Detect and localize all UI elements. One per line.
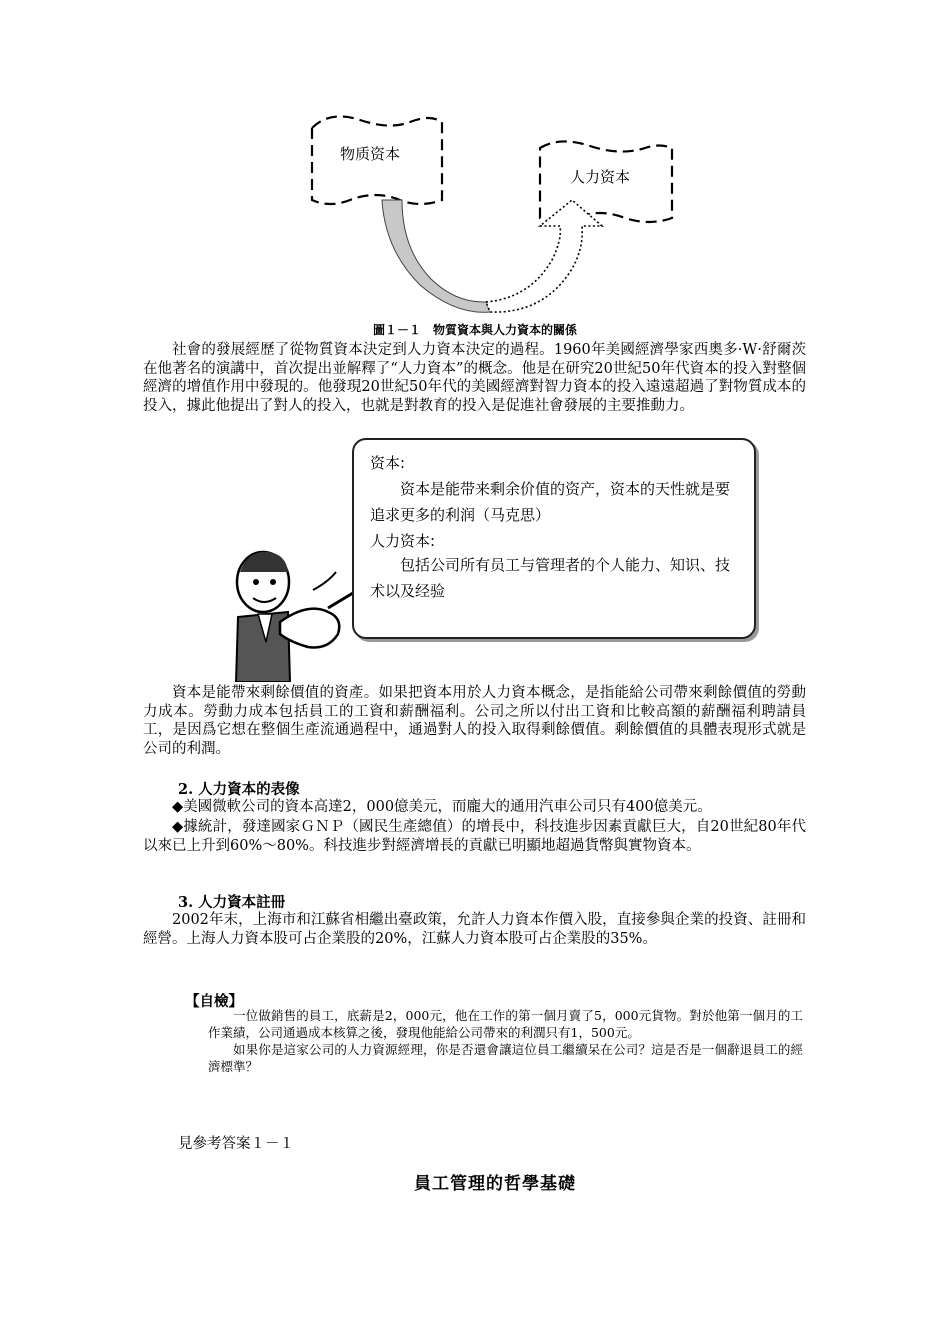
bullet-gnp: ◆據統計，發達國家ＧＮＰ（國民生產總值）的增長中，科技進步因素貢獻巨大，自20世紀80年代以來已上升到60%～80%。科技進步對經濟增長的貢獻已明顯地超過貨幣與實物資本。 — [143, 819, 806, 854]
businessman-cartoon — [218, 542, 368, 682]
flag-label-human: 人力资本 — [570, 168, 631, 186]
definition-callout — [352, 438, 756, 639]
section-2-heading: 2. 人力資本的表像 — [178, 781, 300, 798]
callout-title-capital: 资本: — [370, 454, 406, 472]
paragraph-history: 社會的發展經歷了從物質資本決定到人力資本決定的過程。1960年美國經濟學家西奧多·W·舒爾茨在他著名的演講中，首次提出並解釋了“人力資本”的概念。他是在研究20世紀50年代資本的投入對整個經濟的增值作用中發現的。他發現20世紀50年代的美國經濟對智力資本的投入遠遠超過了對物質成本的投入，據此他提出了對人的投入，也就是對教育的投入是促進社會發展的主要推動力。 — [143, 342, 806, 414]
capital-diagram — [290, 100, 690, 322]
flag-label-physical: 物质资本 — [340, 145, 401, 163]
diagram-graphic — [290, 100, 690, 322]
paragraph-registration: 2002年末，上海市和江蘇省相繼出臺政策，允許人力資本作價入股，直接參與企業的投資、註冊和經營。上海人力資本股可占企業股的20%，江蘇人力資本股可占企業股的35%。 — [143, 912, 806, 947]
figure-caption: 圖１－１ 物質資本與人力資本的關係 — [372, 323, 577, 337]
self-check-question-2: 如果你是這家公司的人力資源經理，你是否還會讓這位員工繼續呆在公司？這是否是一個辭退員工的經濟標準？ — [208, 1042, 803, 1074]
self-check-question-1: 一位做銷售的員工，底薪是2，000元，他在工作的第一個月賣了5，000元貨物。對於他第一個月的工作業績，公司通過成本核算之後，發現他能給公司帶來的利潤只有1，500元。 — [208, 1008, 803, 1040]
callout-body-human: 包括公司所有员工与管理者的个人能力、知识、技术以及经验 — [370, 556, 731, 600]
bullet-microsoft: ◆美國微軟公司的資本高達2，000億美元，而龐大的通用汽車公司只有400億美元。 — [172, 799, 712, 815]
page-footer-title: 員工管理的哲學基礎 — [414, 1174, 576, 1194]
transition-arrow-head — [486, 200, 602, 312]
transition-arrow-body — [382, 200, 490, 312]
callout-title-human: 人力资本: — [370, 532, 436, 550]
callout-body-capital: 资本是能带来剩余价值的资产，资本的天性就是要追求更多的利润（马克思） — [370, 480, 731, 524]
paragraph-capital-definition: 資本是能帶來剩餘價值的資產。如果把資本用於人力資本概念，是指能給公司帶來剩餘價值的勞動力成本。勞動力成本包括員工的工資和薪酬福利。公司之所以付出工資和比較高額的薪酬福利聘請員工，是因爲它想在整個生產流通過程中，通過對人的投入取得剩餘價值。剩餘價值的具體表現形式就是公司的利潤。 — [143, 685, 806, 757]
self-check-title: 【自檢】 — [185, 993, 243, 1010]
section-3-heading: 3. 人力資本註冊 — [178, 894, 286, 911]
answer-reference: 見參考答案１－１ — [178, 1136, 294, 1152]
